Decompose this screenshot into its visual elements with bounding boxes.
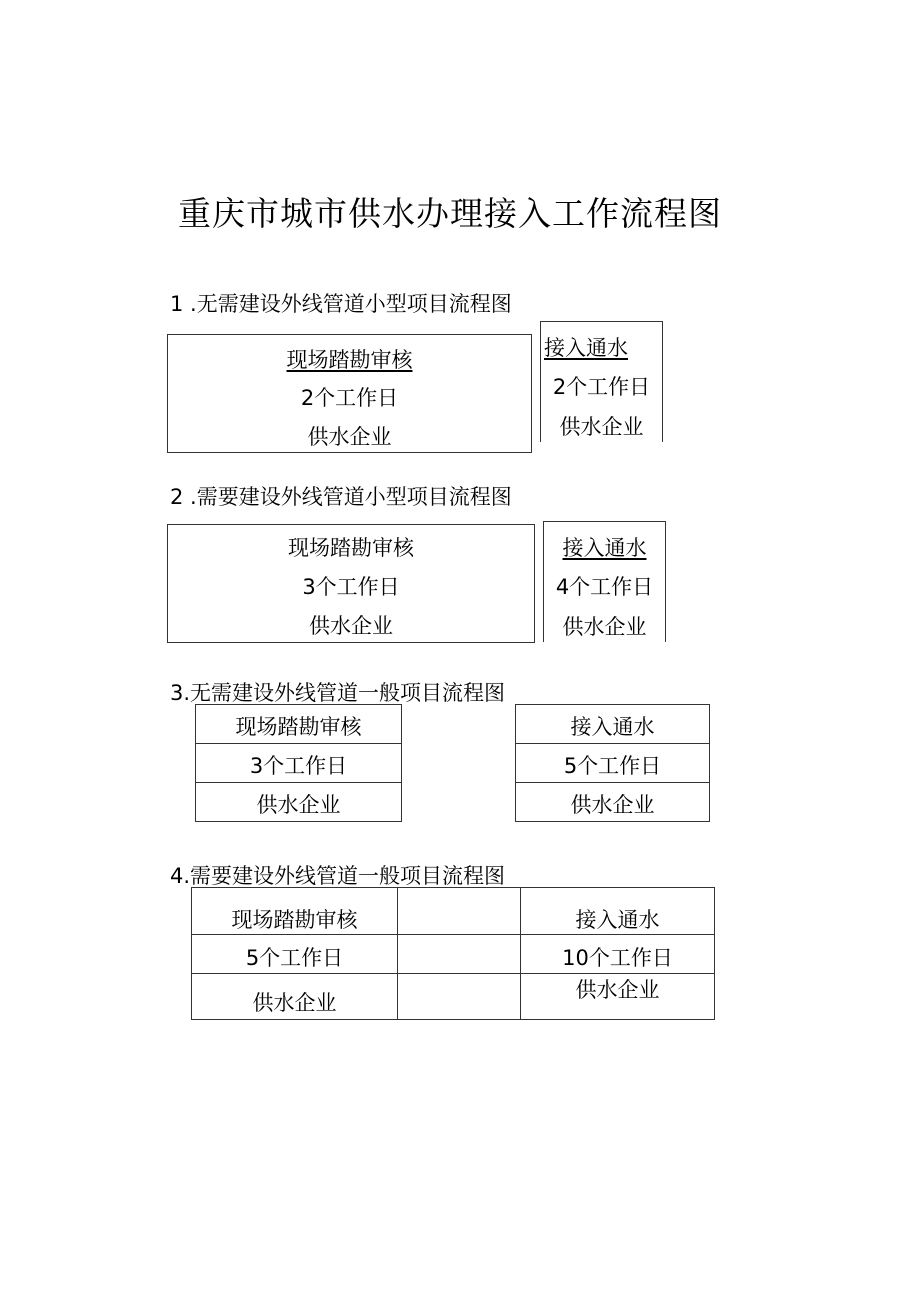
section-3-connect-days: 5个工作日 bbox=[515, 743, 710, 783]
section-2-connect-label: 接入通水 bbox=[562, 536, 647, 560]
section-2-connect-agency: 供水企业 bbox=[562, 615, 647, 639]
section-2-connect-days: 4个工作日 bbox=[555, 575, 654, 599]
section-1-connect-label: 接入通水 bbox=[544, 336, 628, 360]
section-4-connect-label: 接入通水 bbox=[520, 887, 715, 935]
section-3-survey-agency: 供水企业 bbox=[195, 782, 402, 822]
section-4-gap-cell bbox=[397, 973, 521, 1020]
section-1-survey-box bbox=[167, 334, 532, 453]
section-1-connect-box bbox=[540, 321, 663, 442]
section-4-survey-days: 5个工作日 bbox=[191, 934, 398, 974]
section-1-survey-label: 现场踏勘审核 bbox=[286, 348, 413, 372]
section-2-survey-days: 3个工作日 bbox=[302, 575, 400, 599]
section-2-survey-label: 现场踏勘审核 bbox=[288, 536, 414, 560]
section-4-survey-label: 现场踏勘审核 bbox=[191, 887, 398, 935]
section-3-survey-label: 现场踏勘审核 bbox=[195, 704, 402, 744]
page-title: 重庆市城市供水办理接入工作流程图 bbox=[178, 194, 722, 233]
section-3-connect-agency: 供水企业 bbox=[515, 782, 710, 822]
section-1-heading: 1 .无需建设外线管道小型项目流程图 bbox=[170, 292, 512, 316]
section-2-survey-agency: 供水企业 bbox=[309, 614, 393, 638]
section-4-gap-cell bbox=[397, 934, 521, 974]
section-4-survey-agency: 供水企业 bbox=[191, 973, 398, 1020]
section-2-connect-box bbox=[543, 521, 666, 642]
section-4-heading: 4.需要建设外线管道一般项目流程图 bbox=[170, 864, 506, 888]
section-1-survey-days: 2个工作日 bbox=[300, 386, 399, 410]
section-4-gap-cell bbox=[397, 887, 521, 935]
section-3-heading: 3.无需建设外线管道一般项目流程图 bbox=[170, 681, 506, 705]
section-1-connect-days: 2个工作日 bbox=[552, 375, 651, 399]
section-1-survey-agency: 供水企业 bbox=[307, 425, 392, 449]
section-3-survey-days: 3个工作日 bbox=[195, 743, 402, 783]
section-1-connect-agency: 供水企业 bbox=[559, 415, 644, 439]
section-2-heading: 2 .需要建设外线管道小型项目流程图 bbox=[170, 485, 512, 509]
section-2-survey-box bbox=[167, 524, 535, 643]
section-4-connect-days: 10个工作日 bbox=[520, 934, 715, 974]
section-4-connect-agency: 供水企业 bbox=[520, 973, 715, 1020]
section-3-connect-label: 接入通水 bbox=[515, 704, 710, 744]
